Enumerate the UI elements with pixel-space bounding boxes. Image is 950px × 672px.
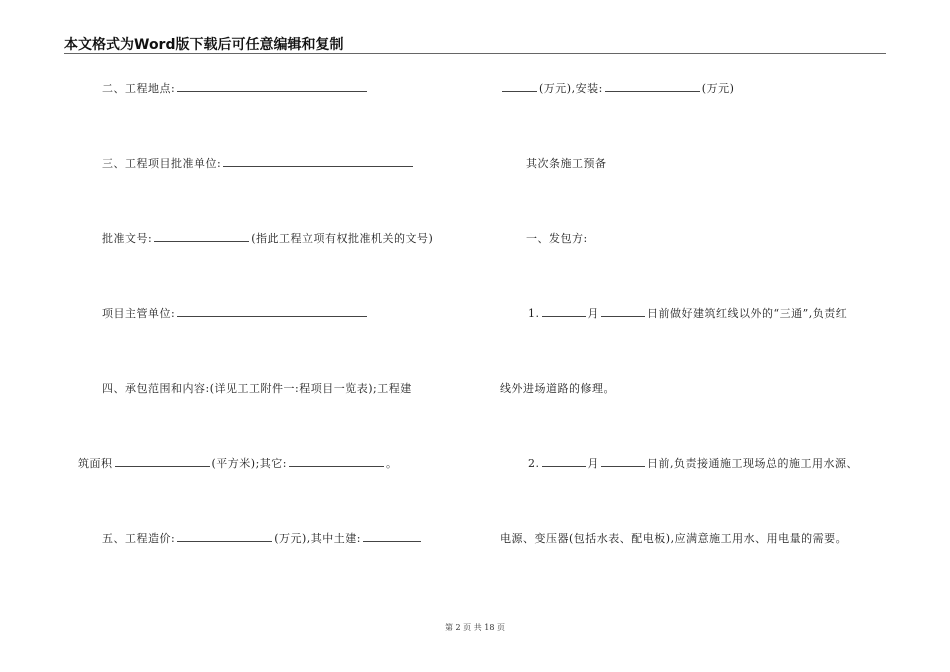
label-civil-works: (万元),其中土建: [274, 532, 362, 545]
blank-project-cost[interactable] [177, 530, 272, 542]
right-line-item-1-cont [500, 380, 615, 396]
item-1-month: 月 [587, 307, 599, 320]
label-other: (平方米);其它: [211, 457, 287, 470]
left-line-floor-area [78, 455, 398, 471]
item-2-text: 日前,负责接通施工现场总的施工用水源、 [647, 457, 858, 470]
page-number-footer: 第 2 页 共 18 页 [445, 623, 505, 632]
item-2-month: 月 [587, 457, 599, 470]
right-line-installation [500, 80, 734, 96]
blank-civil-amount[interactable] [502, 80, 537, 92]
header-divider [64, 53, 886, 54]
heading-article-2: 其次条施工预备 [526, 157, 607, 170]
right-line-article-2 [526, 155, 607, 171]
label-approval-unit: 三、工程项目批准单位: [102, 157, 222, 170]
blank-item-2-day[interactable] [601, 455, 645, 467]
item-1-continuation: 线外进场道路的修理。 [500, 382, 615, 395]
item-2-number: 2. [528, 457, 540, 470]
label-floor-area: 筑面积 [78, 457, 113, 470]
left-line-approval-number [102, 230, 433, 246]
text-period: 。 [386, 457, 398, 470]
blank-civil-works[interactable] [363, 530, 421, 542]
item-2-continuation: 电源、变压器(包括水表、配电板),应满意施工用水、用电量的需要。 [500, 532, 848, 545]
text-scope: 四、承包范围和内容:(详见工工附件一:程项目一览表);工程建 [102, 382, 412, 395]
blank-project-location[interactable] [177, 80, 367, 92]
blank-item-2-month[interactable] [542, 455, 586, 467]
blank-approval-unit[interactable] [223, 155, 413, 167]
item-1-text: 日前做好建筑红线以外的“三通”,负责红 [647, 307, 848, 320]
blank-installation[interactable] [605, 80, 700, 92]
left-line-supervising-unit [102, 305, 369, 321]
blank-item-1-month[interactable] [542, 305, 586, 317]
heading-employer: 一、发包方: [526, 232, 588, 245]
label-installation: (万元),安装: [539, 82, 603, 95]
left-line-scope [102, 380, 412, 396]
note-approval-number: (指此工程立项有权批准机关的文号) [251, 232, 434, 245]
left-line-approval-unit [102, 155, 415, 171]
unit-installation: (万元) [701, 82, 735, 95]
document-header-title: 本文格式为Word版下载后可任意编辑和复制 [64, 37, 344, 53]
label-project-cost: 五、工程造价: [102, 532, 176, 545]
right-line-item-1 [528, 305, 847, 321]
blank-approval-number[interactable] [154, 230, 249, 242]
blank-floor-area[interactable] [115, 455, 210, 467]
label-approval-number: 批准文号: [102, 232, 153, 245]
right-line-item-2 [528, 455, 858, 471]
blank-supervising-unit[interactable] [177, 305, 367, 317]
right-line-employer [526, 230, 588, 246]
blank-item-1-day[interactable] [601, 305, 645, 317]
right-line-item-2-cont [500, 530, 847, 546]
label-supervising-unit: 项目主管单位: [102, 307, 176, 320]
left-line-project-location [102, 80, 369, 96]
blank-other[interactable] [289, 455, 384, 467]
left-line-project-cost [102, 530, 423, 546]
item-1-number: 1. [528, 307, 540, 320]
label-project-location: 二、工程地点: [102, 82, 176, 95]
